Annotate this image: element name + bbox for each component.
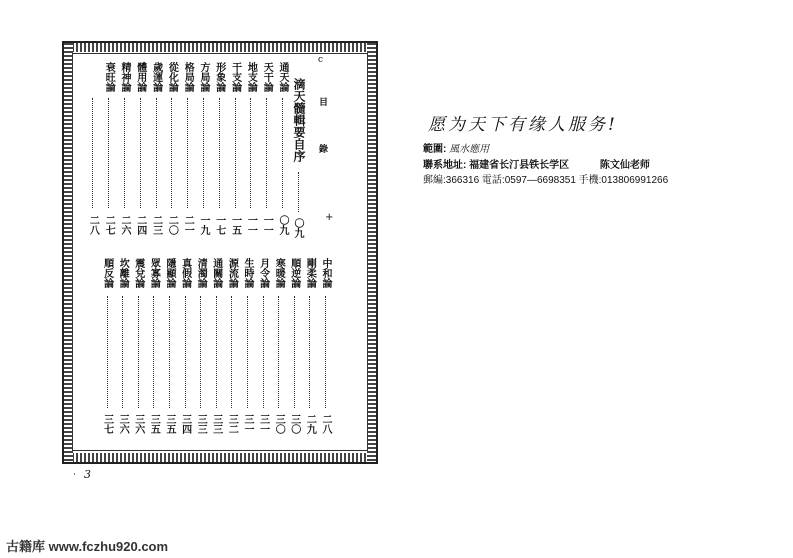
fret-border-top (64, 43, 376, 52)
toc_left-page: 三一 (242, 414, 253, 434)
toc-label: 目 錄 (317, 97, 327, 167)
toc_left-leader-dots (216, 296, 219, 408)
toc_right-page: 二六 (119, 215, 130, 235)
preface-page: 〇九 (292, 218, 303, 238)
watermark-text: 古籍库 www.fczhu920.com (6, 539, 169, 554)
toc_right-title: 干支論 (229, 62, 241, 92)
toc_left-page: 三〇 (288, 414, 300, 434)
dot-mark: · (73, 470, 76, 480)
fret-border-bottom (64, 453, 376, 462)
page-number: 3 (84, 468, 91, 481)
toc_right-page: 二四 (134, 215, 146, 235)
toc_right-leader-dots (266, 98, 269, 208)
toc_right-title: 體用論 (134, 62, 146, 92)
toc_left-leader-dots (247, 296, 250, 408)
toc_right-leader-dots (171, 98, 174, 208)
toc_right-leader-dots (219, 98, 222, 208)
toc_right-leader-dots (124, 98, 127, 208)
toc_right-page: 二〇 (166, 215, 178, 235)
toc_right-leader-dots (156, 98, 159, 208)
toc_left-title: 生時論 (242, 258, 253, 288)
toc_left-leader-dots (153, 296, 156, 408)
toc_right-leader-dots (282, 98, 285, 208)
toc_left-leader-dots (122, 296, 125, 408)
fret-border-right (367, 43, 376, 462)
toc_left-title: 隱顯論 (164, 258, 175, 288)
toc_right-leader-dots (140, 98, 143, 208)
toc_left-leader-dots (185, 296, 188, 408)
scope-value: 風水應用 (449, 144, 490, 155)
toc_right-leader-dots (92, 98, 95, 208)
preface-dots (298, 172, 301, 212)
toc_left-leader-dots (309, 296, 312, 408)
toc_left-leader-dots (107, 296, 110, 408)
toc_right-leader-dots (187, 98, 190, 208)
plus-mark: + (325, 212, 334, 223)
toc_left-page: 三二 (226, 414, 238, 434)
toc_right-leader-dots (235, 98, 238, 208)
toc_left-page: 三五 (164, 414, 175, 434)
toc_right-page: 二八 (87, 215, 99, 235)
toc_left-page: 三六 (132, 414, 144, 434)
toc_right-title: 衰旺論 (103, 62, 115, 92)
toc_left-title: 震兌論 (132, 258, 144, 288)
toc_left-leader-dots (169, 296, 172, 408)
toc_right-page: 〇九 (277, 215, 288, 235)
toc_left-title: 通關論 (210, 258, 222, 288)
toc_left-page: 三四 (179, 414, 191, 434)
address-label: 聯系地址: (423, 160, 467, 171)
toc_left-leader-dots (231, 296, 234, 408)
toc_left-title: 清濁論 (195, 258, 207, 288)
toc_right-title: 方局論 (198, 62, 209, 92)
address-line (423, 156, 650, 171)
toc_left-page: 三〇 (273, 414, 285, 434)
toc_left-title: 順反論 (101, 258, 113, 288)
toc_left-title: 剛柔論 (304, 258, 316, 288)
toc_left-title: 真假論 (179, 258, 191, 288)
toc_left-page: 二八 (320, 414, 331, 434)
toc_right-title: 從化論 (166, 62, 178, 92)
slogan-text: 愿为天下有缘人服务! (428, 115, 618, 135)
toc_right-title: 歲運論 (150, 62, 162, 92)
toc_left-page: 三六 (117, 414, 129, 434)
toc_left-title: 眾寡論 (148, 258, 160, 288)
toc_left-leader-dots (263, 296, 266, 408)
toc_right-title: 通天論 (277, 62, 288, 92)
scope-line (423, 140, 489, 155)
toc_left-title: 順逆論 (288, 258, 300, 288)
address-value: 福建省长汀县铁长学区 (469, 160, 570, 171)
toc_right-title: 天干論 (261, 62, 273, 92)
toc_left-leader-dots (325, 296, 328, 408)
toc_left-leader-dots (278, 296, 281, 408)
toc_left-title: 寒暖論 (273, 258, 285, 288)
toc_left-leader-dots (200, 296, 203, 408)
toc_right-title: 形象論 (213, 62, 225, 92)
scope-label: 範圍: (423, 144, 447, 155)
toc_left-page: 三一 (257, 414, 269, 434)
corner-mark: c (318, 55, 324, 65)
toc_left-leader-dots (294, 296, 297, 408)
toc_right-page: 一七 (213, 215, 225, 235)
toc_right-leader-dots (203, 98, 206, 208)
toc_right-title: 精神論 (119, 62, 130, 92)
toc_left-page: 三三 (195, 414, 207, 434)
toc_right-leader-dots (250, 98, 253, 208)
toc_left-page: 三七 (101, 414, 113, 434)
toc_left-leader-dots (138, 296, 141, 408)
toc_right-leader-dots (108, 98, 111, 208)
toc_right-page: 一一 (261, 215, 273, 235)
toc_left-title: 中和論 (320, 258, 331, 288)
toc_left-page: 三五 (148, 414, 160, 434)
preface-heading: 滴天髓輯要自序 (292, 78, 306, 162)
toc_left-title: 坎離論 (117, 258, 129, 288)
toc_right-page: 二七 (103, 215, 115, 235)
toc_right-page: 一五 (229, 215, 241, 235)
teacher-name: 陈文仙老师 (599, 160, 650, 171)
toc_right-title: 地支論 (245, 62, 257, 92)
toc_right-page: 二三 (150, 215, 162, 235)
toc_right-page: 一九 (198, 215, 209, 235)
toc_right-title: 格局論 (182, 62, 194, 92)
contact-line: 郵編:366316 電話:0597—6698351 手機:013806991266 (423, 175, 669, 186)
toc_right-page: 一一 (245, 215, 257, 235)
toc_right-page: 二一 (182, 215, 194, 235)
toc_left-title: 月令論 (257, 258, 269, 288)
toc_left-page: 二九 (304, 414, 316, 434)
toc_left-title: 源流論 (226, 258, 238, 288)
toc_left-page: 三三 (210, 414, 222, 434)
